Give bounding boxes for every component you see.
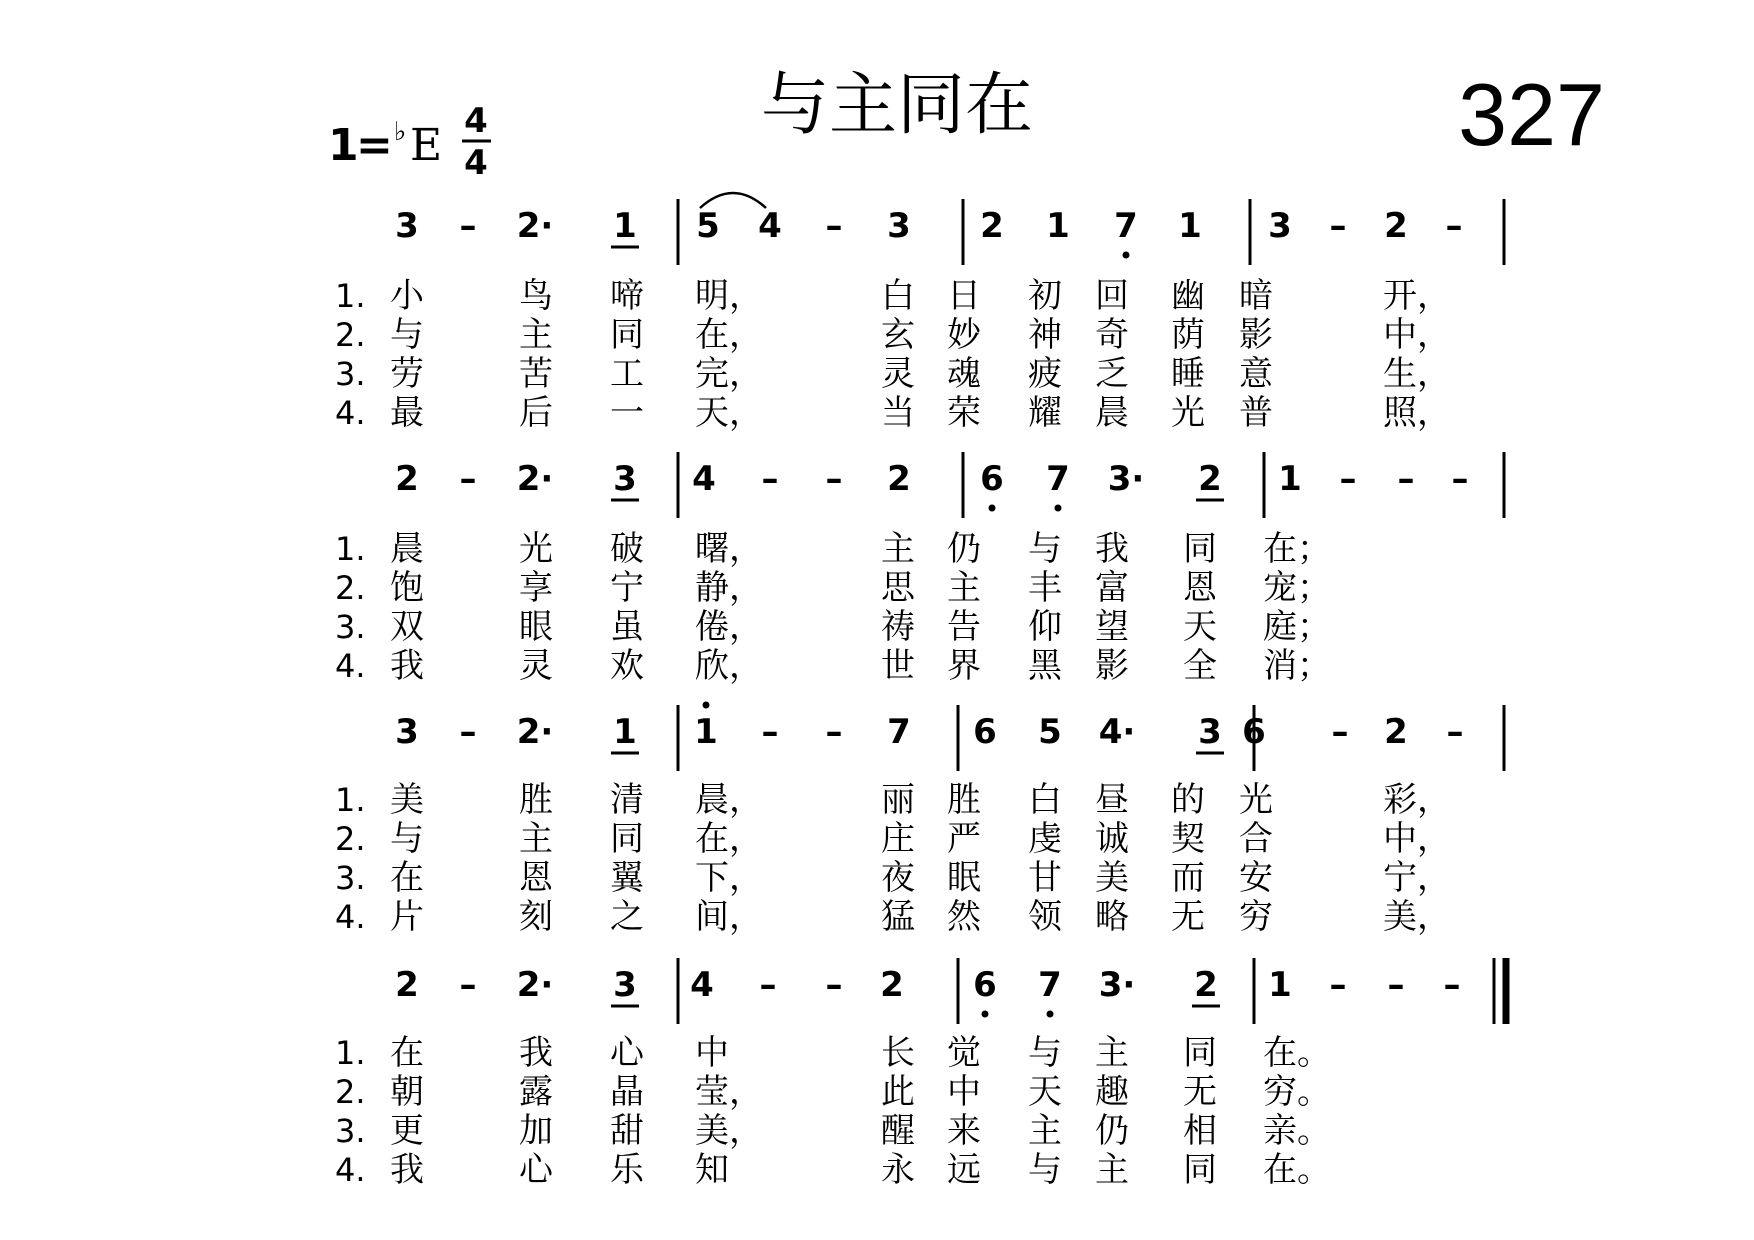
lyric-character: 双 bbox=[390, 607, 424, 647]
note: 2· bbox=[516, 459, 554, 499]
verse-number: 1. bbox=[335, 1034, 366, 1072]
lyric-character: 刻 bbox=[519, 897, 553, 937]
lyric-character: 丰 bbox=[1028, 568, 1062, 608]
lyric-character: 日 bbox=[947, 276, 981, 316]
system-4 bbox=[335, 958, 1506, 1190]
note: 2· bbox=[516, 712, 554, 752]
note: 1 bbox=[1046, 206, 1070, 246]
note: 1 bbox=[1178, 206, 1202, 246]
lyric-character: 庭； bbox=[1263, 607, 1331, 647]
lyric-character: 开， bbox=[1383, 276, 1451, 316]
lyric-character: 主 bbox=[519, 819, 553, 859]
lyric-character: 中， bbox=[1383, 315, 1451, 355]
lyric-character: 眠 bbox=[947, 858, 981, 898]
lyric-character: 仍 bbox=[1095, 1111, 1129, 1151]
lyric-character: 穷 bbox=[1239, 897, 1273, 937]
verse-number: 1. bbox=[335, 781, 366, 819]
dash-extension: – bbox=[459, 206, 477, 246]
lyric-character: 世 bbox=[881, 646, 915, 686]
low-octave-dot bbox=[1047, 1011, 1054, 1018]
lyric-character: 胜 bbox=[519, 780, 553, 820]
lyric-character: 光 bbox=[519, 529, 553, 569]
lyric-character: 莹， bbox=[695, 1072, 763, 1112]
lyric-character: 普 bbox=[1239, 393, 1273, 433]
lyric-character: 宠； bbox=[1263, 568, 1331, 608]
lyric-character: 长 bbox=[881, 1033, 915, 1073]
lyric-character: 昼 bbox=[1095, 780, 1129, 820]
lyric-character: 破 bbox=[610, 529, 644, 569]
lyric-character: 恩 bbox=[1183, 568, 1217, 608]
note: 6 bbox=[973, 712, 997, 752]
lyric-character: 美 bbox=[1095, 858, 1129, 898]
song-title: 与主同在 bbox=[760, 66, 1034, 145]
dash-extension: – bbox=[1339, 459, 1357, 499]
note: 4 bbox=[692, 459, 716, 499]
note: 3 bbox=[1198, 712, 1222, 752]
lyric-character: 影 bbox=[1239, 315, 1273, 355]
lyric-character: 的 bbox=[1171, 780, 1205, 820]
lyric-character: 露 bbox=[519, 1072, 553, 1112]
lyric-character: 片 bbox=[390, 897, 424, 937]
low-octave-dot bbox=[1123, 252, 1130, 259]
note: 4 bbox=[758, 206, 782, 246]
lyric-character: 最 bbox=[390, 393, 424, 433]
lyric-character: 妙 bbox=[947, 315, 981, 355]
lyric-character: 在 bbox=[390, 1033, 424, 1073]
lyric-character: 我 bbox=[1095, 529, 1129, 569]
system-3 bbox=[335, 702, 1504, 938]
lyric-character: 宁， bbox=[1383, 858, 1451, 898]
lyric-character: 告 bbox=[947, 607, 981, 647]
lyric-character: 恩 bbox=[519, 858, 553, 898]
lyric-character: 来 bbox=[947, 1111, 981, 1151]
note: 2· bbox=[516, 206, 554, 246]
lyric-character: 间， bbox=[695, 897, 763, 937]
lyric-character: 倦， bbox=[695, 607, 763, 647]
lyric-character: 神 bbox=[1028, 315, 1062, 355]
lyric-character: 甘 bbox=[1028, 858, 1062, 898]
verse-number: 2. bbox=[335, 1073, 366, 1111]
lyric-character: 一 bbox=[610, 393, 644, 433]
lyric-character: 诚 bbox=[1095, 819, 1129, 859]
lyric-character: 醒 bbox=[881, 1111, 915, 1151]
lyric-character: 合 bbox=[1239, 819, 1273, 859]
lyric-character: 享 bbox=[519, 568, 553, 608]
lyric-character: 主 bbox=[1028, 1111, 1062, 1151]
note: 3 bbox=[613, 459, 637, 499]
lyric-character: 无 bbox=[1171, 897, 1205, 937]
note: 6 bbox=[1242, 712, 1266, 752]
lyric-character: 当 bbox=[881, 393, 915, 433]
note: 2 bbox=[1384, 712, 1408, 752]
verse-number: 2. bbox=[335, 569, 366, 607]
low-octave-dot bbox=[982, 1011, 989, 1018]
key-tonic: 1 bbox=[328, 120, 359, 171]
lyric-character: 彩， bbox=[1383, 780, 1451, 820]
lyric-character: 饱 bbox=[390, 568, 424, 608]
note: 2· bbox=[516, 965, 554, 1005]
dash-extension: – bbox=[761, 459, 779, 499]
lyric-character: 在。 bbox=[1263, 1150, 1331, 1190]
dash-extension: – bbox=[1397, 459, 1415, 499]
note: 3 bbox=[887, 206, 911, 246]
lyric-character: 美 bbox=[390, 780, 424, 820]
lyric-character: 相 bbox=[1183, 1111, 1217, 1151]
lyric-character: 在， bbox=[695, 315, 763, 355]
dash-extension: – bbox=[1446, 712, 1464, 752]
lyric-character: 乐 bbox=[610, 1150, 644, 1190]
lyric-character: 影 bbox=[1095, 646, 1129, 686]
dash-extension: – bbox=[1331, 712, 1349, 752]
lyric-character: 欣， bbox=[695, 646, 763, 686]
lyric-character: 严 bbox=[947, 819, 981, 859]
lyric-character: 无 bbox=[1183, 1072, 1217, 1112]
lyric-character: 翼 bbox=[610, 858, 644, 898]
verse-number: 4. bbox=[335, 647, 366, 685]
key-equals: = bbox=[356, 120, 393, 171]
verse-number: 1. bbox=[335, 277, 366, 315]
note: 2 bbox=[1194, 965, 1218, 1005]
note: 5 bbox=[696, 206, 720, 246]
lyric-character: 仍 bbox=[947, 529, 981, 569]
lyric-character: 与 bbox=[1028, 1033, 1062, 1073]
lyric-character: 知 bbox=[695, 1150, 729, 1190]
lyric-character: 明， bbox=[695, 276, 763, 316]
lyric-character: 虽 bbox=[610, 607, 644, 647]
note: 4· bbox=[1098, 712, 1136, 752]
lyric-character: 夜 bbox=[881, 858, 915, 898]
lyric-character: 天 bbox=[1028, 1072, 1062, 1112]
lyric-character: 生， bbox=[1383, 354, 1451, 394]
verse-number: 3. bbox=[335, 859, 366, 897]
note: 5 bbox=[1038, 712, 1062, 752]
lyric-character: 在 bbox=[390, 858, 424, 898]
low-octave-dot bbox=[989, 505, 996, 512]
verse-number: 4. bbox=[335, 898, 366, 936]
dash-extension: – bbox=[459, 712, 477, 752]
lyric-character: 下， bbox=[695, 858, 763, 898]
lyric-character: 睡 bbox=[1171, 354, 1205, 394]
lyric-character: 而 bbox=[1171, 858, 1205, 898]
dash-extension: – bbox=[1443, 965, 1461, 1005]
lyric-character: 耀 bbox=[1028, 393, 1062, 433]
lyric-character: 晶 bbox=[610, 1072, 644, 1112]
lyric-character: 乏 bbox=[1095, 354, 1129, 394]
system-1 bbox=[335, 193, 1504, 433]
verse-number: 3. bbox=[335, 608, 366, 646]
dash-extension: – bbox=[1451, 459, 1469, 499]
lyric-character: 仰 bbox=[1028, 607, 1062, 647]
lyric-character: 主 bbox=[519, 315, 553, 355]
note: 3 bbox=[1268, 206, 1292, 246]
note: 6 bbox=[980, 459, 1004, 499]
dash-extension: – bbox=[825, 206, 843, 246]
lyric-character: 中 bbox=[695, 1033, 729, 1073]
note: 2 bbox=[1384, 206, 1408, 246]
lyric-character: 我 bbox=[519, 1033, 553, 1073]
lyric-character: 啼 bbox=[610, 276, 644, 316]
dash-extension: – bbox=[759, 965, 777, 1005]
note: 2 bbox=[880, 965, 904, 1005]
lyric-character: 心 bbox=[610, 1033, 644, 1073]
note: 3· bbox=[1098, 965, 1136, 1005]
lyric-character: 晨， bbox=[695, 780, 763, 820]
dash-extension: – bbox=[1387, 965, 1405, 1005]
lyric-character: 清 bbox=[610, 780, 644, 820]
note: 2 bbox=[395, 459, 419, 499]
lyric-character: 界 bbox=[947, 646, 981, 686]
lyric-character: 我 bbox=[390, 646, 424, 686]
lyric-character: 丽 bbox=[881, 780, 915, 820]
low-octave-dot bbox=[1055, 505, 1062, 512]
lyric-character: 领 bbox=[1028, 897, 1062, 937]
lyric-character: 猛 bbox=[881, 897, 915, 937]
note: 2 bbox=[887, 459, 911, 499]
lyric-character: 永 bbox=[881, 1150, 915, 1190]
note: 2 bbox=[395, 965, 419, 1005]
lyric-character: 幽 bbox=[1171, 276, 1205, 316]
lyric-character: 眼 bbox=[519, 607, 553, 647]
lyric-character: 宁 bbox=[610, 568, 644, 608]
lyric-character: 在， bbox=[695, 819, 763, 859]
lyric-character: 之 bbox=[610, 897, 644, 937]
lyric-character: 主 bbox=[1095, 1033, 1129, 1073]
lyric-character: 在。 bbox=[1263, 1033, 1331, 1073]
lyric-character: 白 bbox=[1028, 780, 1062, 820]
score-systems bbox=[335, 193, 1506, 1190]
lyric-character: 完， bbox=[695, 354, 763, 394]
lyric-character: 鸟 bbox=[519, 276, 553, 316]
note: 7 bbox=[1046, 459, 1070, 499]
lyric-character: 同 bbox=[1183, 1150, 1217, 1190]
lyric-character: 主 bbox=[1095, 1150, 1129, 1190]
note: 1 bbox=[613, 712, 637, 752]
note: 7 bbox=[887, 712, 911, 752]
system-2 bbox=[335, 452, 1504, 686]
lyric-character: 虔 bbox=[1028, 819, 1062, 859]
lyric-character: 觉 bbox=[947, 1033, 981, 1073]
verse-number: 3. bbox=[335, 1112, 366, 1150]
dash-extension: – bbox=[459, 965, 477, 1005]
lyric-character: 亲。 bbox=[1263, 1111, 1331, 1151]
dash-extension: – bbox=[825, 965, 843, 1005]
lyric-character: 主 bbox=[947, 568, 981, 608]
time-signature-top: 4 bbox=[464, 101, 488, 141]
lyric-character: 我 bbox=[390, 1150, 424, 1190]
lyric-character: 远 bbox=[947, 1150, 981, 1190]
lyric-character: 魂 bbox=[947, 354, 981, 394]
lyric-character: 更 bbox=[390, 1111, 424, 1151]
lyric-character: 朝 bbox=[390, 1072, 424, 1112]
lyric-character: 加 bbox=[519, 1111, 553, 1151]
lyric-character: 同 bbox=[610, 315, 644, 355]
lyric-character: 小 bbox=[390, 276, 424, 316]
key-flat: ♭ bbox=[394, 117, 407, 147]
lyric-character: 欢 bbox=[610, 646, 644, 686]
note: 2 bbox=[1198, 459, 1222, 499]
lyric-character: 中 bbox=[947, 1072, 981, 1112]
lyric-character: 回 bbox=[1095, 276, 1129, 316]
note: 7 bbox=[1038, 965, 1062, 1005]
lyric-character: 光 bbox=[1239, 780, 1273, 820]
lyric-character: 白 bbox=[881, 276, 915, 316]
verse-number: 4. bbox=[335, 1151, 366, 1189]
key-signature bbox=[328, 101, 491, 183]
lyric-character: 工 bbox=[610, 354, 644, 394]
note: 1 bbox=[613, 206, 637, 246]
lyric-character: 灵 bbox=[881, 354, 915, 394]
lyric-character: 心 bbox=[519, 1150, 553, 1190]
lyric-character: 全 bbox=[1183, 646, 1217, 686]
lyric-character: 天， bbox=[695, 393, 763, 433]
lyric-character: 荫 bbox=[1171, 315, 1205, 355]
lyric-character: 然 bbox=[947, 897, 981, 937]
dash-extension: – bbox=[459, 459, 477, 499]
lyric-character: 美， bbox=[695, 1111, 763, 1151]
lyric-character: 甜 bbox=[610, 1111, 644, 1151]
lyric-character: 天 bbox=[1183, 607, 1217, 647]
lyric-character: 疲 bbox=[1028, 354, 1062, 394]
lyric-character: 苦 bbox=[519, 354, 553, 394]
dash-extension: – bbox=[825, 459, 843, 499]
verse-number: 3. bbox=[335, 355, 366, 393]
lyric-character: 与 bbox=[1028, 529, 1062, 569]
note: 3 bbox=[395, 206, 419, 246]
lyric-character: 穷。 bbox=[1263, 1072, 1331, 1112]
dash-extension: – bbox=[1329, 206, 1347, 246]
note: 1 bbox=[1268, 965, 1292, 1005]
lyric-character: 后 bbox=[519, 393, 553, 433]
lyric-character: 安 bbox=[1239, 858, 1273, 898]
lyric-character: 荣 bbox=[947, 393, 981, 433]
dash-extension: – bbox=[1445, 206, 1463, 246]
verse-number: 2. bbox=[335, 316, 366, 354]
note: 6 bbox=[973, 965, 997, 1005]
note: 3· bbox=[1107, 459, 1145, 499]
verse-number: 2. bbox=[335, 820, 366, 858]
lyric-character: 同 bbox=[610, 819, 644, 859]
lyric-character: 同 bbox=[1183, 529, 1217, 569]
lyric-character: 在； bbox=[1263, 529, 1331, 569]
lyric-character: 晨 bbox=[390, 529, 424, 569]
lyric-character: 与 bbox=[390, 819, 424, 859]
note: 3 bbox=[395, 712, 419, 752]
lyric-character: 庄 bbox=[881, 819, 915, 859]
lyric-character: 契 bbox=[1171, 819, 1205, 859]
note: 3 bbox=[613, 965, 637, 1005]
lyric-character: 静， bbox=[695, 568, 763, 608]
lyric-character: 胜 bbox=[947, 780, 981, 820]
verse-number: 4. bbox=[335, 394, 366, 432]
lyric-character: 意 bbox=[1239, 354, 1273, 394]
high-octave-dot bbox=[703, 702, 710, 709]
time-signature-bottom: 4 bbox=[464, 143, 488, 183]
lyric-character: 与 bbox=[390, 315, 424, 355]
lyric-character: 望 bbox=[1095, 607, 1129, 647]
lyric-character: 玄 bbox=[881, 315, 915, 355]
key-letter: E bbox=[410, 120, 443, 171]
lyric-character: 中， bbox=[1383, 819, 1451, 859]
lyric-character: 略 bbox=[1095, 897, 1129, 937]
lyric-character: 奇 bbox=[1095, 315, 1129, 355]
lyric-character: 祷 bbox=[881, 607, 915, 647]
lyric-character: 初 bbox=[1028, 276, 1062, 316]
lyric-character: 照， bbox=[1383, 393, 1451, 433]
lyric-character: 趣 bbox=[1095, 1072, 1129, 1112]
lyric-character: 与 bbox=[1028, 1150, 1062, 1190]
note: 1 bbox=[1278, 459, 1302, 499]
dash-extension: – bbox=[825, 712, 843, 752]
lyric-character: 思 bbox=[881, 568, 915, 608]
note: 7 bbox=[1114, 206, 1138, 246]
lyric-character: 光 bbox=[1171, 393, 1205, 433]
note: 4 bbox=[690, 965, 714, 1005]
lyric-character: 此 bbox=[881, 1072, 915, 1112]
verse-number: 1. bbox=[335, 530, 366, 568]
lyric-character: 富 bbox=[1095, 568, 1129, 608]
lyric-character: 主 bbox=[881, 529, 915, 569]
dash-extension: – bbox=[1329, 965, 1347, 1005]
lyric-character: 劳 bbox=[390, 354, 424, 394]
lyric-character: 黑 bbox=[1028, 646, 1062, 686]
lyric-character: 美， bbox=[1383, 897, 1451, 937]
lyric-character: 暗 bbox=[1239, 276, 1273, 316]
lyric-character: 曙， bbox=[695, 529, 763, 569]
note: 1 bbox=[694, 712, 718, 752]
lyric-character: 同 bbox=[1183, 1033, 1217, 1073]
note: 2 bbox=[980, 206, 1004, 246]
lyric-character: 灵 bbox=[519, 646, 553, 686]
dash-extension: – bbox=[761, 712, 779, 752]
hymn-number: 327 bbox=[1458, 65, 1605, 164]
lyric-character: 消； bbox=[1263, 646, 1331, 686]
lyric-character: 晨 bbox=[1095, 393, 1129, 433]
